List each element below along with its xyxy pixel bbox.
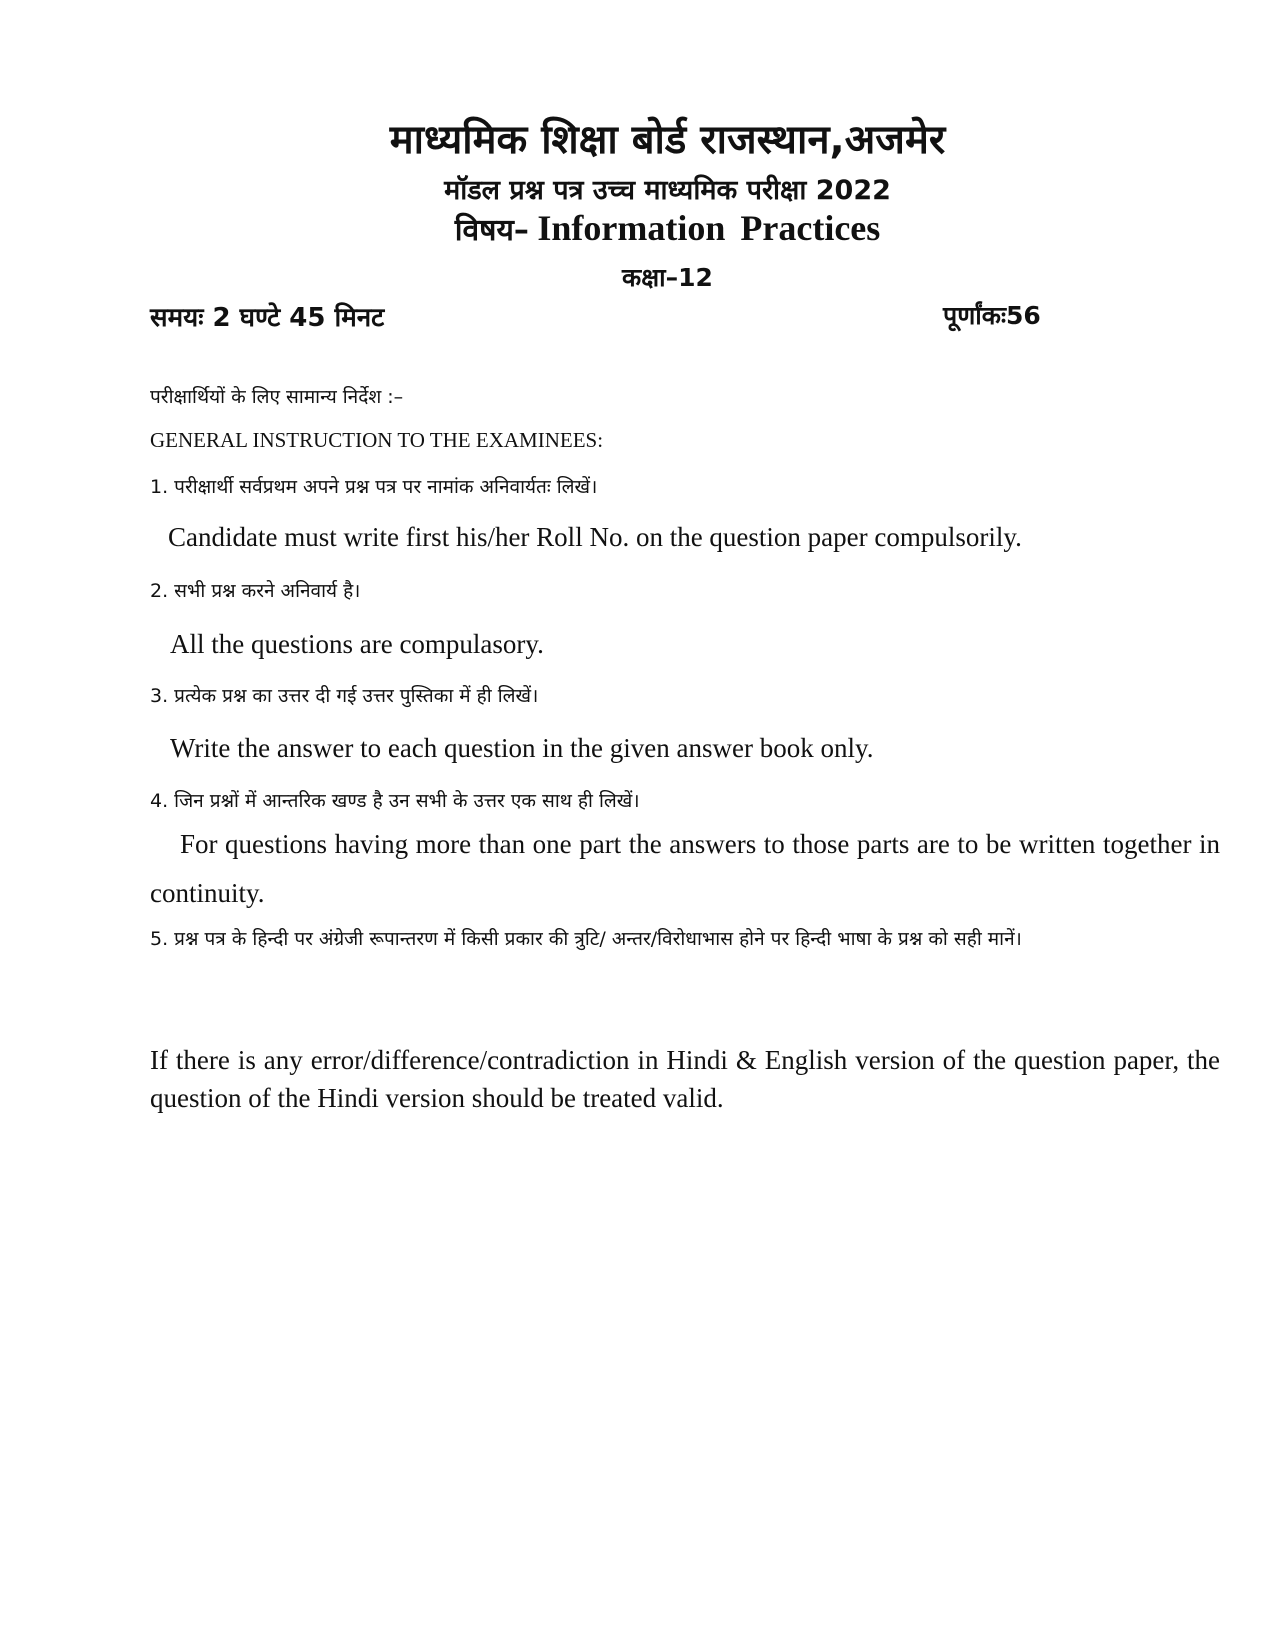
exam-time: समयः 2 घण्टे 45 मिनट: [150, 303, 385, 333]
instruction-3-hindi: 3. प्रत्येक प्रश्न का उत्तर दी गई उत्तर पुस्तिका में ही लिखें।: [150, 685, 539, 707]
instruction-1-hindi: 1. परीक्षार्थी सर्वप्रथम अपने प्रश्न पत्र पर नामांक अनिवार्यतः लिखें।: [150, 476, 598, 498]
subject-line: [0, 207, 1275, 249]
instruction-3-english: Write the answer to each question in the given answer book only.: [170, 733, 874, 763]
instruction-2-english: All the questions are compulasory.: [170, 629, 544, 659]
instruction-1-english: Candidate must write first his/her Roll No. on the question paper compulsorily.: [168, 522, 1022, 552]
subject-name: Information Practices: [537, 208, 881, 248]
instructions-heading-hindi: परीक्षार्थियों के लिए सामान्य निर्देश :–: [150, 386, 404, 408]
subject-prefix: विषय–: [454, 213, 529, 248]
instruction-4-english: For questions having more than one part the answers to those parts are to be written together in continuity.: [150, 829, 1220, 908]
instruction-2-hindi: 2. सभी प्रश्न करने अनिवार्य है।: [150, 580, 361, 602]
board-title: माध्यमिक शिक्षा बोर्ड राजस्थान,अजमेर: [389, 117, 946, 163]
max-marks: पूर्णांकः56: [943, 301, 1041, 330]
instruction-5-hindi: 5. प्रश्न पत्र के हिन्दी पर अंग्रेजी रूपान्तरण में किसी प्रकार की त्रुटि/ अन्तर/विरोधाभास होने पर हिन्दी भाषा के प्रश्न को सही मानें।: [150, 928, 1022, 950]
instructions-heading-english: GENERAL INSTRUCTION TO THE EXAMINEES:: [150, 428, 604, 452]
instruction-5-english: If there is any error/difference/contradiction in Hindi & English version of the question paper, the question of the Hindi version should be treated valid.: [150, 1045, 1220, 1113]
class-label: कक्षा–12: [622, 263, 713, 292]
paper-title: मॉडल प्रश्न पत्र उच्च माध्यमिक परीक्षा 2022: [444, 175, 891, 206]
instruction-4-hindi: 4. जिन प्रश्नों में आन्तरिक खण्ड है उन सभी के उत्तर एक साथ ही लिखें।: [150, 790, 640, 812]
